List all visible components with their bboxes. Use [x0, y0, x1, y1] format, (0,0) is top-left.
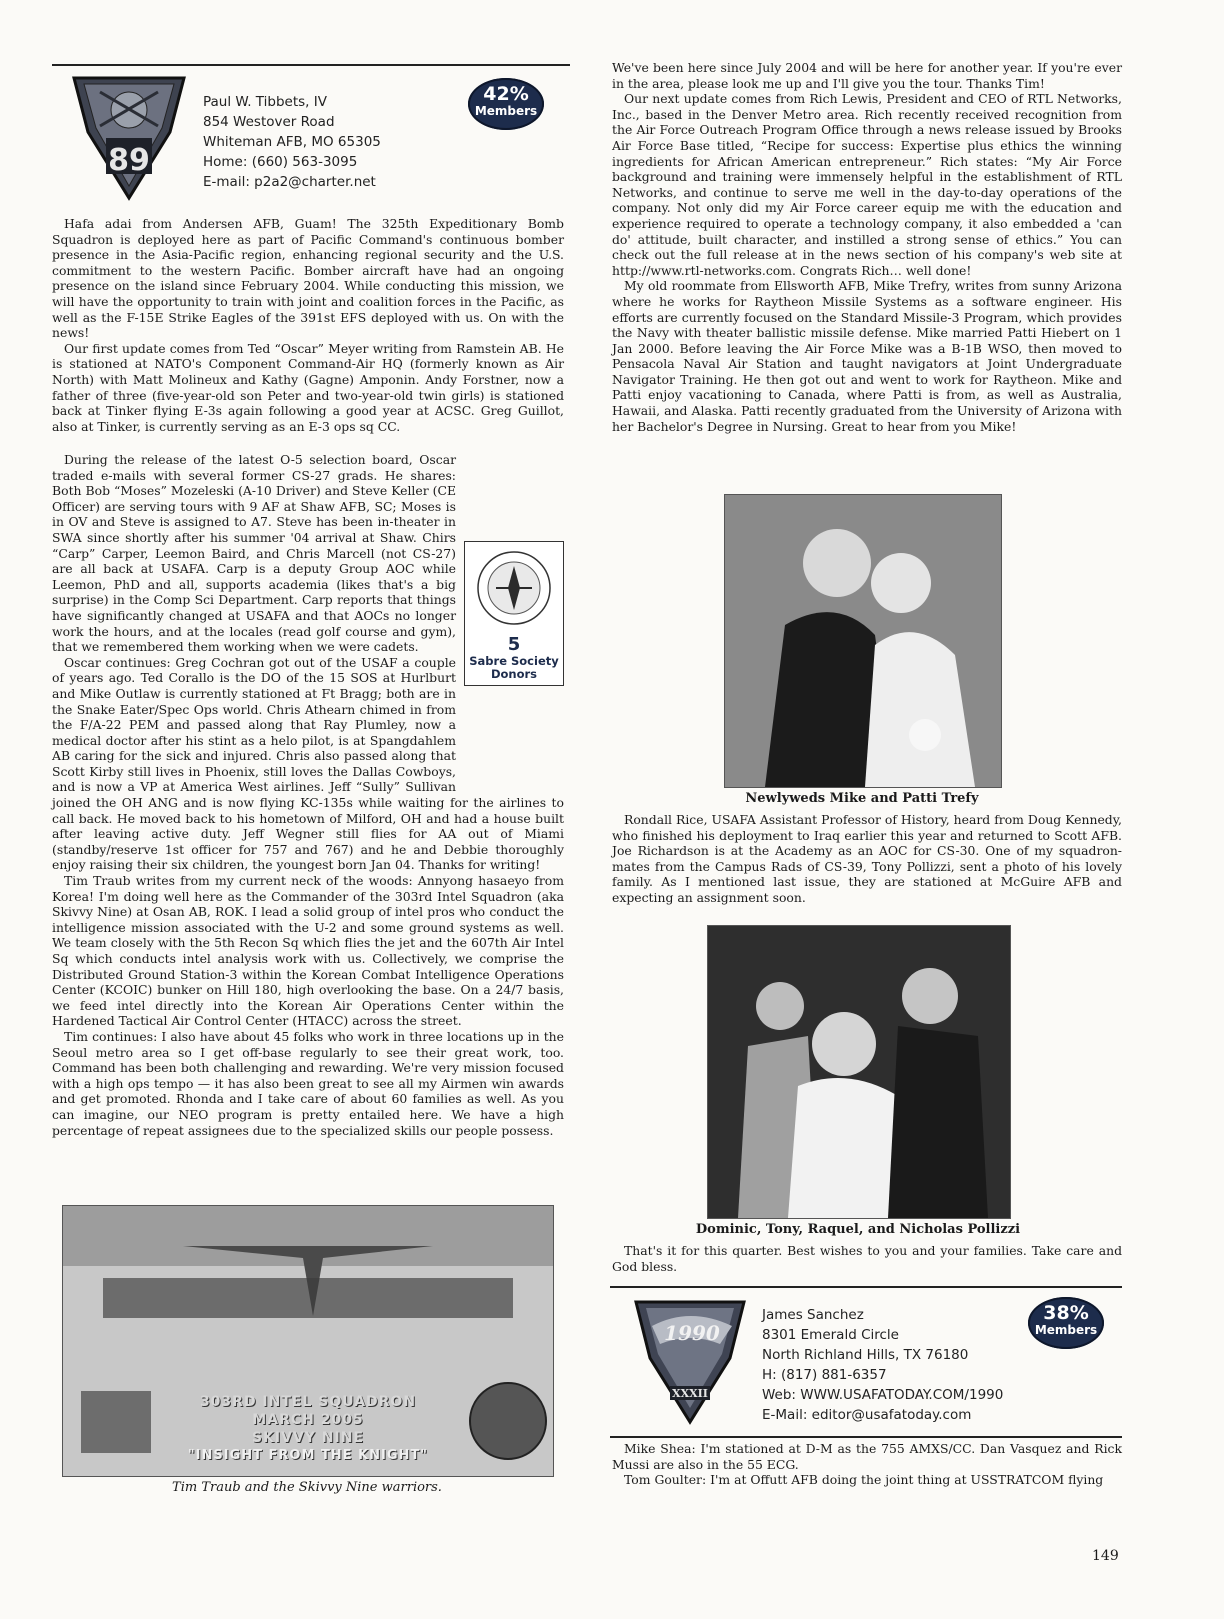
divider-rule: [610, 1436, 1122, 1438]
address-name: Paul W. Tibbets, IV: [203, 94, 327, 110]
wedding-caption: Newlyweds Mike and Patti Trefy: [745, 791, 979, 806]
paragraph: Oscar continues: Greg Cochran got out of the USAF a couple of years ago. Ted Corallo is the DO of the 15 SOS at Hurlburt and Mike Outlaw is currently stationed at Ft Bragg; both are in the Snake Eater/Spec Ops world. Chris Athearn chimed in from the F/A-22 PEM and passed along that Ray Plumley, now a medical doctor after his stint as a helo pilot, is at Spangdahlem AB caring for the sick and injured. Chris also passed along that Scott Kirby still lives in Phoenix, still loves the Dallas Cowboys, and is now a VP at America West airlines. Jeff “Sully” Sullivan joined the OH ANG and is now flying KC-135s while waiting for the airlines to call back. He moved back to his hometown of Milford, OH and had a house built after leaving active duty. Jeff Wegner still flies for AA out of Miami (standby/reserve 1st officer for 757 and 767) and he and Debbie thoroughly enjoy raising their six children, the youngest born Jan 04. Thanks for writing!: [52, 654, 564, 873]
paragraph: Tom Goulter: I'm at Offutt AFB doing the joint thing at USSTRATCOM flying: [624, 1472, 1104, 1488]
closing-text: [612, 1243, 1122, 1274]
members-badge-1990: [1028, 1297, 1104, 1349]
paragraph: That's it for this quarter. Best wishes to you and your families. Take care and God bless.: [612, 1243, 1122, 1274]
sabre-society-seal: [474, 548, 554, 628]
plate-line-1: 303RD INTEL SQUADRON: [199, 1394, 417, 1410]
sabre-count: 5: [507, 634, 521, 655]
members-label: Members: [474, 104, 538, 118]
header-rule-1989: [52, 64, 570, 66]
paragraph: Mike Shea: I'm stationed at D-M as the 755 AMXS/CC. Dan Vasquez and Rick Mussi are also in the 55 ECG.: [612, 1441, 1122, 1472]
paragraph: My old roommate from Ellsworth AFB, Mike Trefry, writes from sunny Arizona where he works for Raytheon Missile Systems as a software engineer. His efforts are currently focused on the Standard Missile-3 Program, which provides the Navy with theater ballistic missile defense. Mike married Patti Hiebert on 1 Jan 2000. Before leaving the Air Force Mike was a B-1B WSO, then moved to Pensacola Naval Air Station and taught navigators at Joint Undergraduate Navigator Training. He then got out and went to work for Raytheon. Mike and Patti enjoy vacationing to Canada, where Patti is from, as well as Australia, Hawaii, and Alaska. Patti recently graduated from the University of Arizona with her Bachelor's Degree in Nursing. Great to hear from you Mike!: [612, 278, 1122, 434]
address-street: 8301 Emerald Circle: [762, 1327, 899, 1343]
members-label: Members: [1034, 1323, 1098, 1337]
class-1989-address: [203, 92, 381, 192]
crest-roman: XXXII: [672, 1387, 708, 1400]
bottom-article: [612, 1441, 1122, 1488]
sabre-label-2: Donors: [490, 667, 538, 681]
address-web: Web: WWW.USAFATODAY.COM/1990: [762, 1387, 1004, 1403]
paragraph: During the release of the latest O-5 selection board, Oscar traded e-mails with several former CS-27 grads. He shares: Both Bob “Moses” Mozeleski (A-10 Driver) and Steve Keller (CE Officer) are serving tours with 9 AF at Shaw AFB, SC; Moses is in OV and Steve is assigned to A7. Steve has been in-theater in SWA since shortly after his summer '04 arrival at Shaw. Chirs “Carp” Carper, Leemon Baird, and Chris Marcell (not CS-27) are all back at USAFA. Carp is a deputy Group AOC while Leemon, PhD and all, supports academia (likes that's a big surprise) in the Comp Sci Department. Carp reports that things have significantly changed at USAFA and that AOCs no longer work the hours, and at the locales (read golf course and gym), that we remembered them working when we were cadets.: [52, 452, 456, 655]
paragraph: Our next update comes from Rich Lewis, President and CEO of RTL Networks, Inc., based in the Denver Metro area. Rich recently received recognition from the Air Force Outreach Program Office through a news release issued by Brooks Air Force Base titled, “Recipe for success: Expertise plus ethics the winning ingredients for African American entrepreneur.” Rich states: “My Air Force background and training were immensely helpful in the establishment of RTL Networks, and continue to serve me well in the day-to-day operations of the company. Not only did my Air Force career equip me with the education and experience required to operate a technology company, it also embedded a 'can do' attitude, built character, and instilled a strong sense of ethics.” You can check out the full release at in the news section of his company's web site at http://www.rtl-networks.com. Congrats Rich… well done!: [612, 91, 1122, 278]
plate-line-4: "INSIGHT FROM THE KNIGHT": [187, 1448, 429, 1463]
address-city: North Richland Hills, TX 76180: [762, 1347, 969, 1363]
page-number: 149: [1092, 1548, 1119, 1564]
right-article-middle: [612, 812, 1122, 906]
paragraph: Hafa adai from Andersen AFB, Guam! The 325th Expeditionary Bomb Squadron is deployed here as part of Pacific Command's continuous bomber presence in the Asia-Pacific region, enhancing regional security and the U.S. commitment to the western Pacific. Bomber aircraft have had an ongoing presence on the island since February 2004. While conducting this mission, we will have the opportunity to train with joint and coalition forces in the Pacific, as well as the F-15E Strike Eagles of the 391st EFS deployed with us. On with the news!: [52, 216, 564, 341]
crest-year-1990: 1990: [664, 1321, 720, 1345]
paragraph: We've been here since July 2004 and will be here for another year. If you're ever in the area, please look me up and I'll give you the tour. Thanks Tim!: [612, 60, 1122, 91]
address-email: E-mail: p2a2@charter.net: [203, 174, 376, 190]
paragraph: Tim continues: I also have about 45 folks who work in three locations up in the Seoul metro area so I get off-base regularly to see their great work, too. Command has been both challenging and rewarding. We're very mission focused with a high ops tempo — it has also been great to see all my Airmen win awards and get promoted. Rhonda and I take care of about 60 families as well. As you can imagine, our NEO program is pretty entailed here. We have a high percentage of repeat assignees due to the specialized skills our people possess.: [52, 1028, 564, 1138]
class-1990-address: [762, 1305, 1003, 1425]
sabre-society-box: [464, 541, 564, 686]
address-name: James Sanchez: [762, 1307, 864, 1323]
address-email: E-Mail: editor@usafatoday.com: [762, 1407, 972, 1423]
plate-line-2: MARCH 2005: [252, 1412, 364, 1428]
right-article-top: [612, 60, 1122, 434]
paragraph: Tim Traub writes from my current neck of the woods: Annyong hasaeyo from Korea! I'm doing well here as the Commander of the 303rd Intel Squadron (aka Skivvy Nine) at Osan AB, ROK. I lead a solid group of intel pros who conduct the intelligence mission associated with the U-2 and some ground systems as well. We team closely with the 5th Recon Sq which flies the jet and the 607th Air Intel Sq which conducts intel analysis work with us. Collectively, we comprise the Distributed Ground Station-3 within the Korean Combat Intelligence Operations Center (KCOIC) bunker on Hill 180, high overlooking the base. On a 24/7 basis, we feed intel directly into the Korean Air Operations Center within the Hardened Tactical Air Control Center (HTACC) across the street.: [52, 873, 564, 1029]
class-1990-crest: [632, 1296, 748, 1426]
squadron-photo: [62, 1205, 554, 1477]
address-phone: H: (817) 881-6357: [762, 1367, 887, 1383]
wedding-photo: [724, 494, 1002, 788]
header-rule-1990: [610, 1286, 1122, 1288]
plate-line-3: SKIVVY NINE: [251, 1430, 365, 1446]
paragraph: Rondall Rice, USAFA Assistant Professor of History, heard from Doug Kennedy, who finished his deployment to Iraq earlier this year and returned to Scott AFB. Joe Richardson is at the Academy as an AOC for CS-30. One of my squadron-mates from the Campus Rads of CS-39, Tony Pollizzi, sent a photo of his lovely family. As I mentioned last issue, they are stationed at McGuire AFB and expecting an assignment soon.: [612, 812, 1122, 905]
members-percent: 42%: [483, 83, 529, 105]
paragraph: Our first update comes from Ted “Oscar” Meyer writing from Ramstein AB. He is stationed at NATO's Component Command-Air HQ (formerly known as Air North) with Matt Molineux and Kathy (Gagne) Amponin. Andy Forstner, now a father of three (five-year-old son Peter and two-year-old twin girls) is stationed back at Tinker flying E-3s again following a good year at ACSC. Greg Guillot, also at Tinker, is currently serving as an E-3 ops sq CC.: [52, 340, 564, 434]
members-badge-1989: [468, 78, 544, 130]
crest-year-1989: 89: [108, 143, 150, 178]
family-caption: Dominic, Tony, Raquel, and Nicholas Pollizzi: [695, 1222, 1021, 1237]
address-street: 854 Westover Road: [203, 114, 335, 130]
members-percent: 38%: [1043, 1302, 1089, 1324]
address-city: Whiteman AFB, MO 65305: [203, 134, 381, 150]
address-phone: Home: (660) 563-3095: [203, 154, 358, 170]
sabre-label-1: Sabre Society: [469, 654, 559, 668]
left-article-top: [52, 216, 564, 434]
family-photo: [707, 925, 1011, 1219]
class-1989-crest: [70, 72, 188, 202]
squadron-photo-caption: Tim Traub and the Skivvy Nine warriors.: [172, 1480, 442, 1495]
